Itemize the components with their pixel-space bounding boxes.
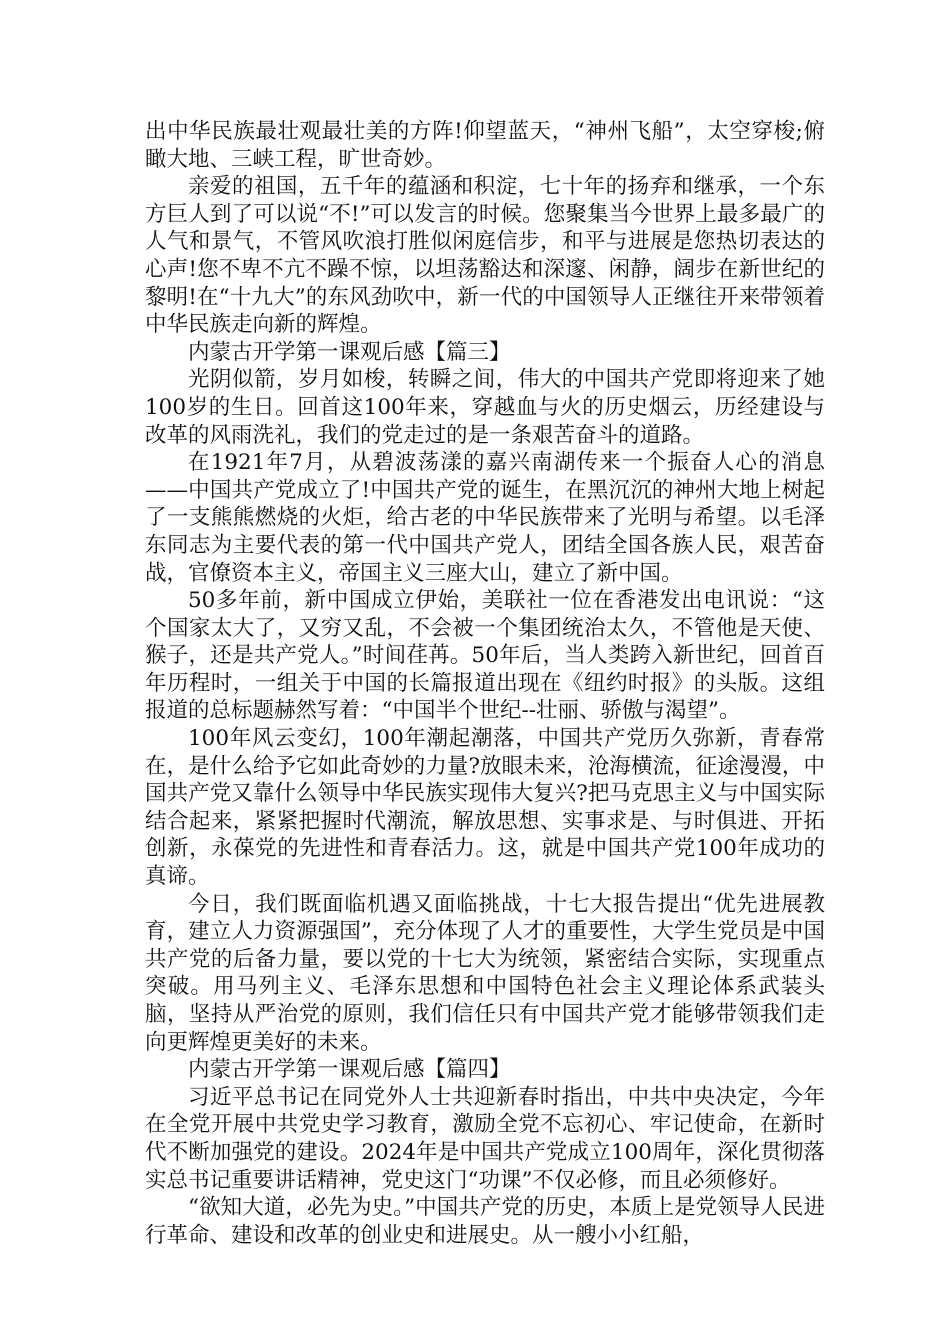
paragraph-party-anniversary: 光阴似箭，岁月如梭，转瞬之间，伟大的中国共产党即将迎来了她100岁的生日。回首这100年来，穿越血与火的历史烟云，历经建设与改革的风雨洗礼，我们的党走过的是一条艰苦奋斗的道路。: [145, 367, 825, 448]
paragraph-hundred-years: 100年风云变幻，100年潮起潮落，中国共产党历久弥新，青春常在，是什么给予它如此奇妙的力量?放眼未来，沧海横流，征途漫漫，中国共产党又靠什么领导中华民族实现伟大复兴?把马克思主义与中国实际结合起来，紧紧把握时代潮流，解放思想、实事求是、与时俱进、开拓创新，永葆党的先进性和青春活力。这，就是中国共产党100年成功的真谛。: [145, 726, 825, 890]
section-heading-part-four: 内蒙古开学第一课观后感【篇四】: [188, 1057, 511, 1083]
section-heading-part-three: 内蒙古开学第一课观后感【篇三】: [188, 339, 511, 365]
paragraph-great-way: “欲知大道，必先为史。”中国共产党的历史，本质上是党领导人民进行革命、建设和改革的创业史和进展史。从一艘小小红船，: [145, 1195, 825, 1248]
paragraph-challenges: 今日，我们既面临机遇又面临挑战，十七大报告提出“优先进展教育，建立人力资源强国”，充分体现了人才的重要性，大学生党员是中国共产党的后备力量，要以党的十七大为统领，紧密结合实际，实现重点突破。用马列主义、毛泽东思想和中国特色社会主义理论体系武装头脑，坚持从严治党的原则，我们信任只有中国共产党才能够带领我们走向更辉煌更美好的未来。: [145, 891, 825, 1055]
document-body: [145, 118, 825, 1249]
paragraph-ap-report: 50多年前，新中国成立伊始，美联社一位在香港发出电讯说：“这个国家太大了，又穷又乱，不会被一个集团统治太久，不管他是天使、猴子，还是共产党人。”时间荏苒。50年后，当人类跨入新世纪，回首百年历程时，一组关于中国的长篇报道出现在《纽约时报》的头版。这组报道的总标题赫然写着：“中国半个世纪--壮丽、骄傲与渴望”。: [145, 588, 825, 724]
paragraph-history-study: 习近平总书记在同党外人士共迎新春时指出，中共中央决定，今年在全党开展中共党史学习教育，激励全党不忘初心、牢记使命，在新时代不断加强党的建设。2024年是中国共产党成立100周年，深化贯彻落实总书记重要讲话精神，党史这门“功课”不仅必修，而且必须修好。: [145, 1084, 825, 1193]
paragraph-continuation: 出中华民族最壮观最壮美的方阵!仰望蓝天，“神州飞船”，太空穿梭;俯瞰大地、三峡工程，旷世奇妙。: [145, 119, 825, 172]
paragraph-founding-1921: 在1921年7月，从碧波荡漾的嘉兴南湖传来一个振奋人心的消息——中国共产党成立了!中国共产党的诞生，在黑沉沉的神州大地上树起了一支熊熊燃烧的火炬，给古老的中华民族带来了光明与希望。以毛泽东同志为主要代表的第一代中国共产党人，团结全国各族人民，艰苦奋战，官僚资本主义，帝国主义三座大山，建立了新中国。: [145, 450, 825, 586]
paragraph-motherland: 亲爱的祖国，五千年的蕴涵和积淀，七十年的扬弃和继承，一个东方巨人到了可以说“不!”可以发言的时候。您聚集当今世界上最多最广的人气和景气，不管风吹浪打胜似闲庭信步，和平与进展是您热切表达的心声!您不卑不亢不躁不惊，以坦荡豁达和深邃、闲静，阔步在新世纪的黎明!在“十九大”的东风劲吹中，新一代的中国领导人正继往开来带领着中华民族走向新的辉煌。: [145, 174, 825, 338]
